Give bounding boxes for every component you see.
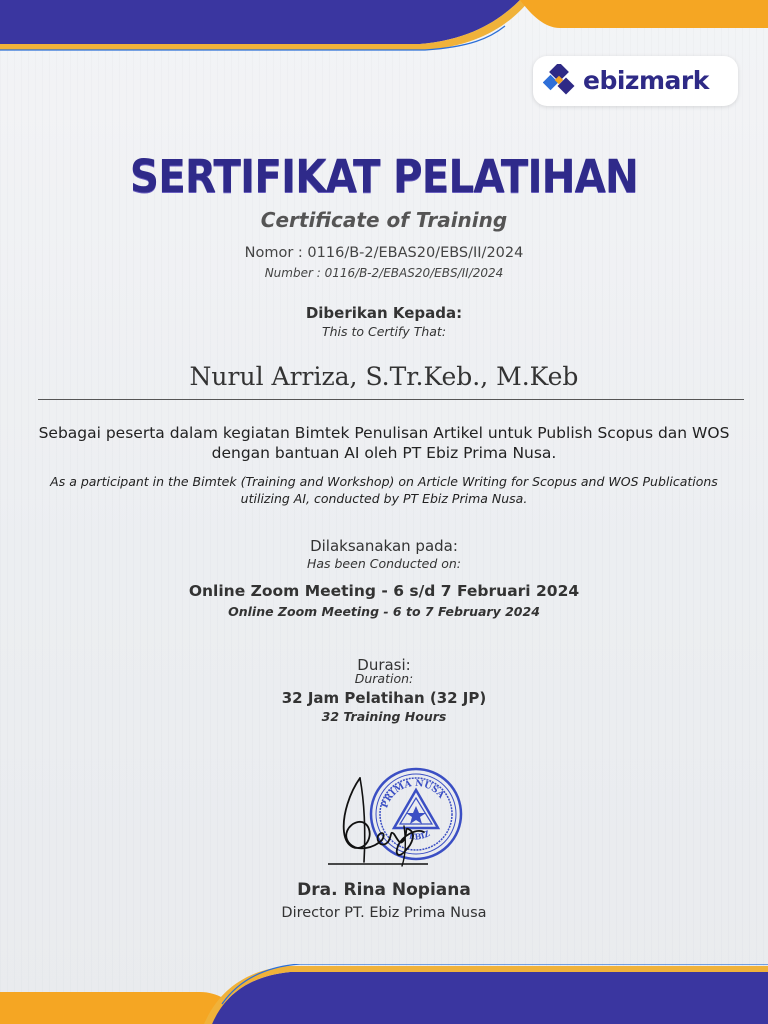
signatory-role: Director PT. Ebiz Prima Nusa [281,905,487,921]
name-underline [38,399,744,400]
signatory-name: Dra. Rina Nopiana [297,880,471,900]
stamp-text-bottom: EBIZ [408,828,432,842]
ebizmark-logo-icon [543,64,577,98]
description-id: Sebagai peserta dalam kegiatan Bimtek Penulisan Artikel untuk Publish Scopus dan WOS dengan bantuan AI oleh PT Ebiz Prima Nusa. [38,424,730,462]
conducted-label-id: Dilaksanakan pada: [310,537,458,555]
given-to-label: Diberikan Kepada: [305,304,463,322]
training-hours-id: 32 Jam Pelatihan (32 JP) [281,689,487,707]
event-details-id: Online Zoom Meeting - 6 s/d 7 Februari 2024 [188,582,580,600]
certify-label: This to Certify That: [321,324,447,339]
certificate-title: SERTIFIKAT PELATIHAN [129,150,639,203]
bottom-corner-decoration [0,964,768,1024]
recipient-name: Nurul Arriza, S.Tr.Keb., M.Keb [189,362,579,391]
certificate-number-id: Nomor : 0116/B-2/EBAS20/EBS/II/2024 [244,245,524,261]
stamp-text-top: PRIMA NUSA [380,778,446,810]
ebizmark-logo [533,56,738,106]
event-details-en: Online Zoom Meeting - 6 to 7 February 2024 [228,604,540,619]
description-en: As a participant in the Bimtek (Training and Workshop) on Article Writing for Scopus and WOS Publications utilizing AI, conducted by PT Ebiz Prima Nusa. [50,474,718,506]
training-hours-en: 32 Training Hours [321,709,447,724]
logo-wordmark: ebizmark [583,66,709,95]
conducted-label-en: Has been Conducted on: [306,556,462,571]
top-corner-decoration [0,0,768,60]
duration-label-en: Duration: [354,671,414,686]
duration-label-id: Durasi: [357,656,411,674]
certificate-number-en: Number : 0116/B-2/EBAS20/EBS/II/2024 [264,266,504,280]
handwritten-signature [320,770,440,870]
certificate-subtitle: Certificate of Training [260,208,508,232]
